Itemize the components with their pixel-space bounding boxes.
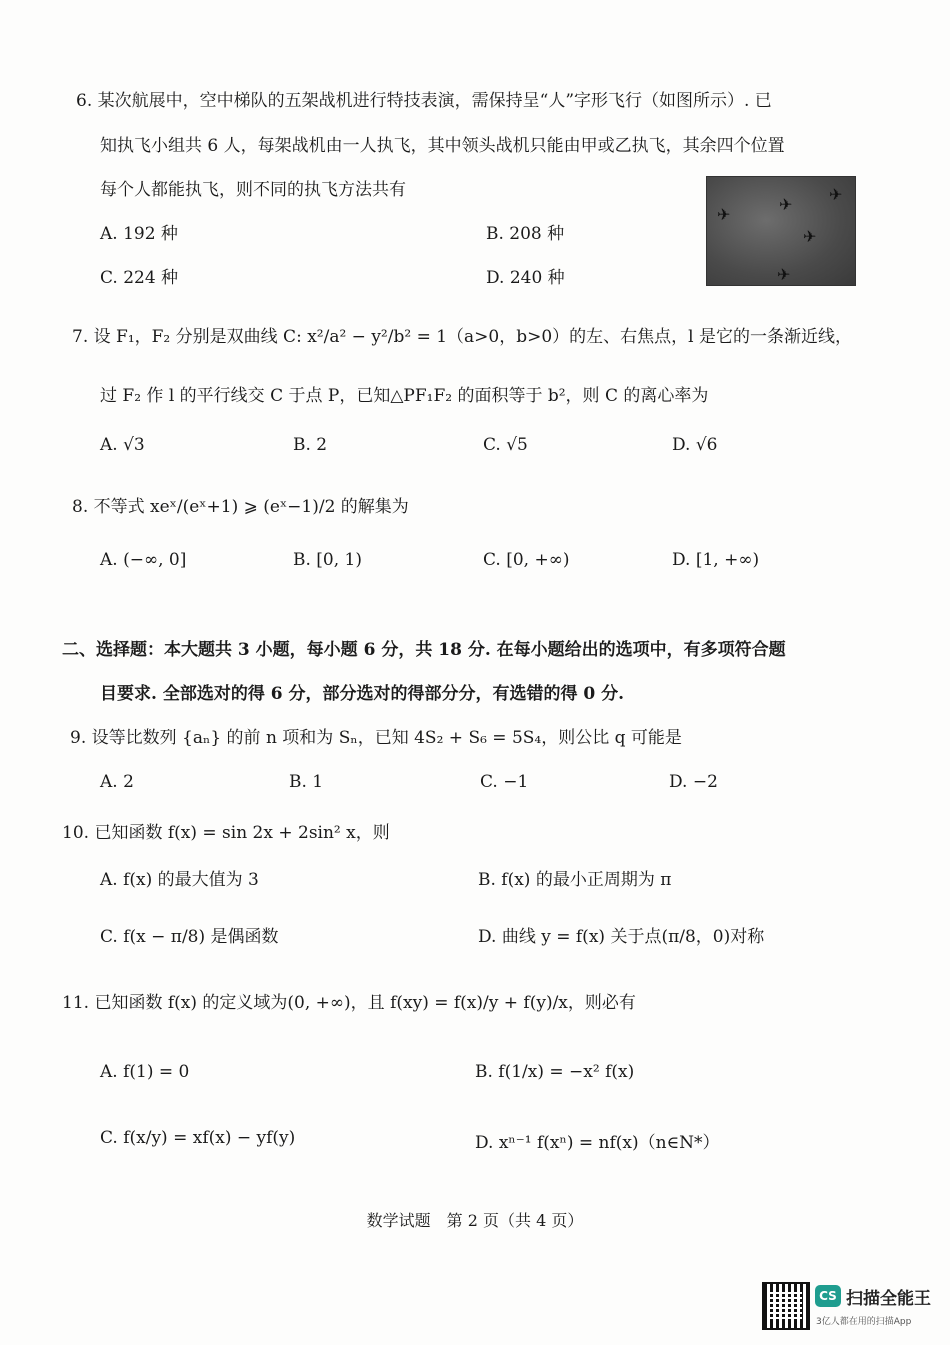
q6-line1: 6. 某次航展中，空中梯队的五架战机进行特技表演，需保持呈“人”字形飞行（如图所示）. 已	[76, 91, 772, 111]
q6-option-a: A. 192 种	[100, 224, 178, 244]
q10-option-d: D. 曲线 y = f(x) 关于点(π/8，0)对称	[478, 927, 765, 947]
q7-option-b: B. 2	[293, 435, 328, 455]
q6-option-c: C. 224 种	[100, 268, 179, 288]
q7-line2: 过 F₂ 作 l 的平行线交 C 于点 P，已知△PF₁F₂ 的面积等于 b²，则 C 的离心率为	[100, 386, 709, 406]
section2-line2: 目要求. 全部选对的得 6 分，部分选对的得部分分，有选错的得 0 分.	[100, 684, 625, 704]
q9-option-a: A. 2	[100, 772, 134, 792]
q11-option-a: A. f(1) = 0	[100, 1062, 190, 1082]
q8-option-d: D. [1, +∞)	[672, 550, 760, 570]
jet-icon: ✈	[779, 195, 793, 214]
q7-option-c: C. √5	[483, 435, 528, 455]
q6-option-b: B. 208 种	[486, 224, 565, 244]
formation-photo	[706, 176, 856, 286]
page-footer: 数学试题 第 2 页（共 4 页）	[366, 1211, 584, 1230]
q6-option-d: D. 240 种	[486, 268, 565, 288]
q10-option-b: B. f(x) 的最小正周期为 π	[478, 870, 672, 890]
qr-code-icon	[762, 1282, 810, 1330]
q10-line1: 10. 已知函数 f(x) = sin 2x + 2sin² x，则	[62, 823, 390, 843]
q9-option-d: D. −2	[669, 772, 718, 792]
q8-option-c: C. [0, +∞)	[483, 550, 570, 570]
section2-line1: 二、选择题：本大题共 3 小题，每小题 6 分，共 18 分. 在每小题给出的选项中，有多项符合题	[62, 640, 786, 660]
q9-option-c: C. −1	[480, 772, 529, 792]
jet-icon: ✈	[717, 205, 731, 224]
q11-option-d: D. xⁿ⁻¹ f(xⁿ) = nf(x)（n∈N*）	[475, 1133, 720, 1153]
camscanner-logo: CS	[815, 1285, 841, 1307]
q9-option-b: B. 1	[289, 772, 324, 792]
q10-option-c: C. f(x − π/8) 是偶函数	[100, 927, 279, 947]
jet-icon: ✈	[829, 185, 843, 204]
q7-line1: 7. 设 F₁，F₂ 分别是双曲线 C: x²/a² − y²/b² = 1（a>0，b>0）的左、右焦点，l 是它的一条渐近线，	[72, 327, 853, 347]
camscanner-title: 扫描全能王	[846, 1289, 931, 1309]
q8-line1: 8. 不等式 xeˣ/(eˣ+1) ⩾ (eˣ−1)/2 的解集为	[72, 497, 409, 517]
q6-line2: 知执飞小组共 6 人，每架战机由一人执飞，其中领头战机只能由甲或乙执飞，其余四个位置	[100, 136, 785, 156]
q10-option-a: A. f(x) 的最大值为 3	[100, 870, 259, 890]
q11-line1: 11. 已知函数 f(x) 的定义域为(0, +∞)，且 f(xy) = f(x)/y + f(y)/x，则必有	[62, 993, 636, 1013]
q9-line1: 9. 设等比数列 {aₙ} 的前 n 项和为 Sₙ，已知 4S₂ + S₆ = 5S₄，则公比 q 可能是	[70, 728, 682, 748]
q8-option-b: B. [0, 1)	[293, 550, 363, 570]
q7-option-a: A. √3	[100, 435, 145, 455]
q11-option-c: C. f(x/y) = xf(x) − yf(y)	[100, 1128, 296, 1148]
camscanner-subtitle: 3亿人都在用的扫描App	[816, 1317, 912, 1327]
jet-icon: ✈	[777, 265, 791, 284]
jet-icon: ✈	[803, 227, 817, 246]
q6-line3: 每个人都能执飞，则不同的执飞方法共有	[100, 180, 406, 200]
q7-option-d: D. √6	[672, 435, 718, 455]
q8-option-a: A. (−∞, 0]	[100, 550, 187, 570]
q11-option-b: B. f(1/x) = −x² f(x)	[475, 1062, 635, 1082]
